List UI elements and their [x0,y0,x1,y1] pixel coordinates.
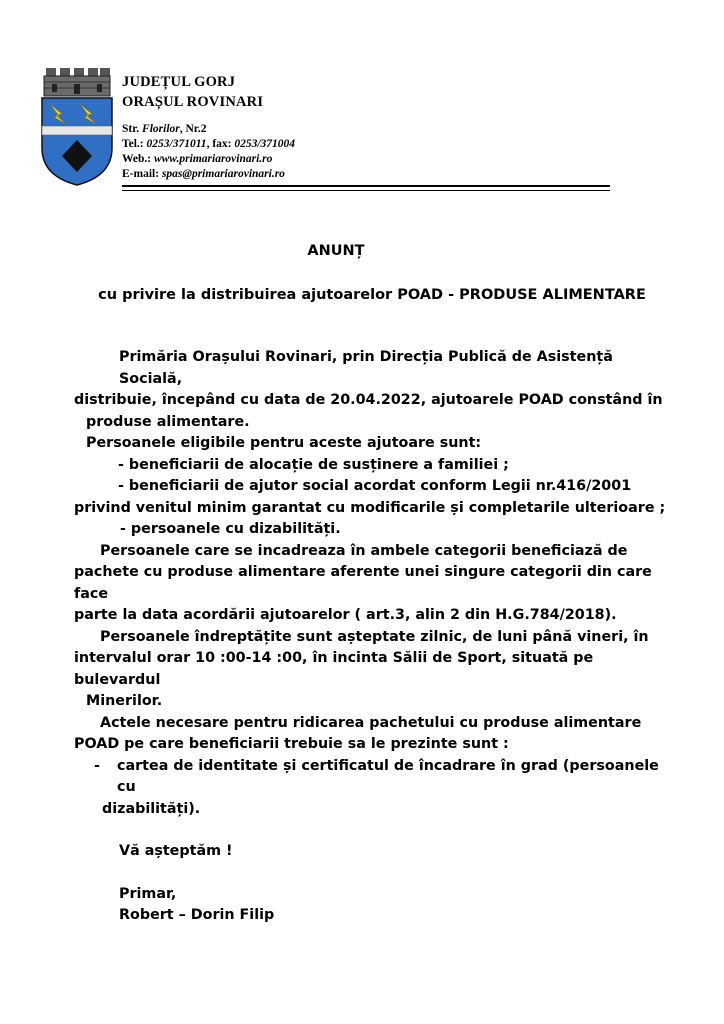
signer-name: Robert – Dorin Filip [119,907,275,923]
header-divider [122,185,610,187]
town-name: ORAȘUL ROVINARI [122,94,264,110]
schedule-line-3: Minerilor. [86,693,163,709]
eligible-item-2: - beneficiarii de ajutor social acordat conform Legii nr.416/2001 [118,478,632,494]
phone-number: 0253/371011 [146,138,207,150]
coat-of-arms-logo [40,68,114,186]
intro-line-2: distribuie, începând cu data de 20.04.2022, ajutoarele POAD constând în [74,392,663,408]
documents-line-2: POAD pe care beneficiarii trebuie sa le prezinte sunt : [74,736,509,752]
header-divider-thin [122,190,610,191]
website-link[interactable]: www.primariarovinari.ro [153,153,273,165]
schedule-line-1: Persoanele îndreptățite sunt așteptate zilnic, de luni până vineri, în [100,628,649,645]
eligible-item-2-cont: privind venitul minim garantat cu modificarile și completarile ulterioare ; [74,499,666,516]
both-categories-line-3: parte la data acordării ajutoarelor ( art.3, alin 2 din H.G.784/2018). [74,607,617,623]
documents-line-1: Actele necesare pentru ridicarea pachetului cu produse alimentare [100,714,642,731]
documents-list-item [74,756,680,799]
both-categories-line-1: Persoanele care se incadreaza în ambele categorii beneficiază de [100,542,628,559]
closing-line: Vă așteptăm ! [119,843,233,859]
documents-item-cont: dizabilități). [102,800,201,817]
eligible-heading: Persoanele eligibile pentru aceste ajutoare sunt: [86,435,482,451]
fax-number: 0253/371004 [234,138,296,150]
intro-line-1: Primăria Orașului Rovinari, prin Direcția Publică de Asistență Socială, [119,349,613,387]
signer-role: Primar, [119,885,177,902]
eligible-item-3: - persoanele cu dizabilități. [120,521,341,537]
list-dash: - [94,757,100,774]
both-categories-line-2: pachete cu produse alimentare aferente unei singure categorii din care face [74,564,652,602]
website-line: Web.: www.primariarovinari.ro [122,153,273,165]
notice-title: ANUNȚ [307,243,365,259]
email-line: E-mail: spas@primariarovinari.ro [122,168,285,180]
eligible-item-1: - beneficiarii de alocație de susținere a familiei ; [118,456,509,473]
intro-line-3: produse alimentare. [86,413,250,430]
notice-body [74,347,680,927]
documents-item-text: cartea de identitate și certificatul de încadrare în grad (persoanele cu [117,757,659,795]
email-link[interactable]: spas@primariarovinari.ro [161,168,285,180]
phone-fax-line: Tel.: 0253/371011, fax: 0253/371004 [122,138,296,150]
county-name: JUDEȚUL GORJ [122,74,236,90]
schedule-line-2: intervalul orar 10 :00-14 :00, în incinta Sălii de Sport, situată pe bulevardul [74,650,594,688]
address-line: Str. Florilor, Nr.2 [122,123,207,135]
notice-subtitle: cu privire la distribuirea ajutoarelor POAD - PRODUSE ALIMENTARE [98,287,646,303]
